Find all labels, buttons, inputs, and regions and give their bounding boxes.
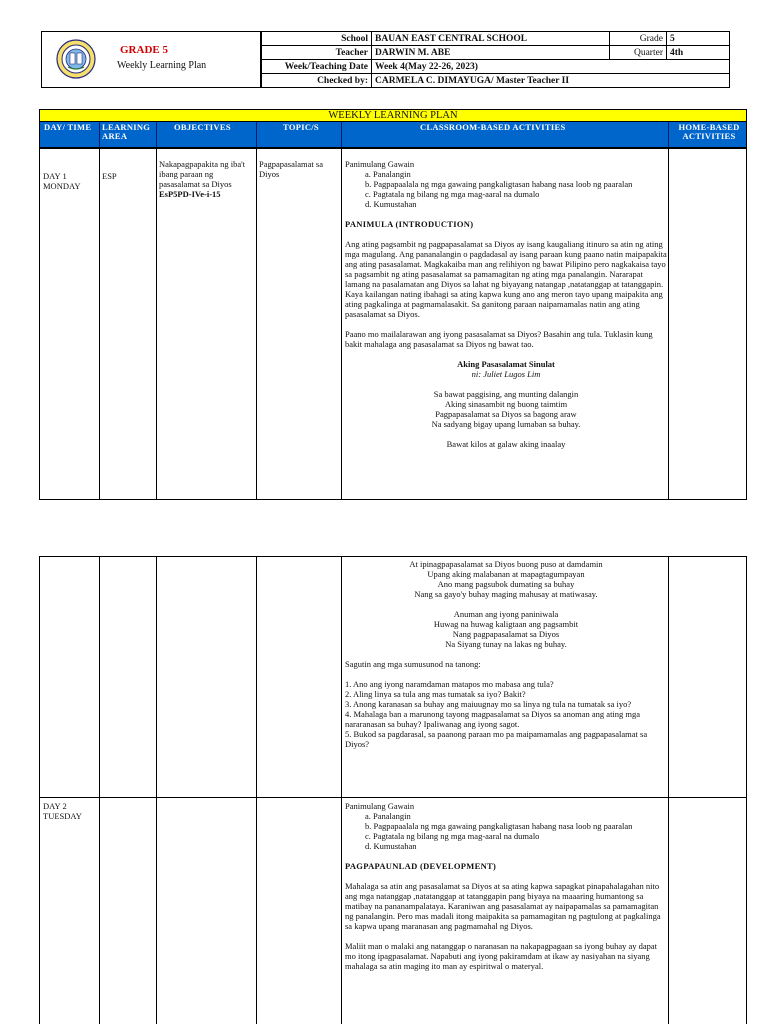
question-item: 3. Anong karanasan sa buhay ang maiuugnay mo sa linya ng tula na tumatak sa iyo? bbox=[345, 699, 632, 709]
day2-label: DAY 2 bbox=[43, 801, 67, 811]
school-value: BAUAN EAST CENTRAL SCHOOL bbox=[372, 32, 610, 46]
school-seal-icon bbox=[56, 39, 96, 79]
intro-item: b. Pagpapaalala ng mga gawaing pangkaligtasan habang nasa loob ng paaralan bbox=[365, 179, 633, 189]
grade-label: GRADE 5 bbox=[120, 44, 168, 56]
question-item: 5. Bukod sa pagdarasal, sa paanong paraan mo pa maipamamalas ang pagpapasalamat sa Diyos? bbox=[345, 729, 648, 749]
poem-line: Nang sa gayo'y buhay maging mahusay at matiwasay. bbox=[414, 589, 598, 599]
question-item: 4. Mahalaga ban a marunong tayong magpasalamat sa Diyos sa anoman ang ating mga nararanasan sa buhay? Ipaliwanag ang iyong sagot. bbox=[345, 709, 641, 729]
header-row-teacher bbox=[262, 46, 730, 60]
header-row-school bbox=[262, 32, 730, 46]
col-day-time: DAY/ TIME bbox=[44, 122, 92, 132]
col-classroom-activities: CLASSROOM-BASED ACTIVITIES bbox=[420, 122, 566, 132]
school-key: School bbox=[262, 32, 372, 46]
header-row-week bbox=[262, 60, 730, 74]
poem-line: Huwag na huwag kaligtaan ang pagsambit bbox=[433, 619, 579, 629]
questions-intro: Sagutin ang mga sumusunod na tanong: bbox=[345, 659, 481, 669]
intro-item: d. Kumustahan bbox=[365, 841, 417, 851]
grade-key: Grade bbox=[610, 32, 667, 46]
panimula-heading: PANIMULA (INTRODUCTION) bbox=[345, 219, 474, 229]
competency-code: EsP5PD-IVe-i-15 bbox=[159, 189, 221, 199]
plan-table-day1 bbox=[39, 148, 747, 500]
poem-line: Pagpapasalamat sa Diyos sa bagong araw bbox=[435, 409, 577, 419]
panimula-paragraph: Ang ating pagsambit ng pagpapasalamat sa Diyos ay isang kaugaliang itinuro sa atin ng ating mga magulang. Ang pananalangin o pagdadasal ay isang paraan kung paano natin maipapakita ang ating pasasalamat. Magkakaiba man ang relihiyon ng bawat Pilipino pero nagkakaisa tayo sa pagsambit ng ating pasasalamat sa pamamagitan ng ating mga panalangin. Nararapat lamang na pasalamatan ang Diyos sa lahat ng biyayang natangap ,natatanggap at tatanggapin. Kaya kailangan nating ibahagi sa ating kapwa kung ano ang meron tayo upang maipakita ang ating pagkalinga at pagmamalasakit. Sa ganitong paraan naipamamalas natin ang ating pasasalamat sa Diyos. bbox=[345, 239, 667, 319]
intro-item: a. Panalangin bbox=[365, 811, 411, 821]
classroom-activities-continued bbox=[345, 559, 667, 749]
grade-value: 5 bbox=[667, 32, 730, 46]
intro-item: a. Panalangin bbox=[365, 169, 411, 179]
col-objectives: OBJECTIVES bbox=[174, 122, 231, 132]
poem-line: Aking sinasambit ng buong taimtim bbox=[444, 399, 568, 409]
intro-item: c. Pagtatala ng bilang ng mga mag-aaral na dumalo bbox=[365, 189, 540, 199]
question-item: 1. Ano ang iyong naramdaman matapos mo mabasa ang tula? bbox=[345, 679, 554, 689]
checked-key: Checked by: bbox=[262, 74, 372, 88]
poem-line: Na sadyang bigay upang lumaban sa buhay. bbox=[431, 419, 581, 429]
column-header-bar bbox=[39, 122, 747, 148]
day2-weekday: TUESDAY bbox=[43, 811, 82, 821]
panimula-question: Paano mo mailalarawan ang iyong pasasalamat sa Diyos? Basahin ang tula. Tuklasin kung bakit mahalaga ang pasasalamat sa Diyos ng bawat tao. bbox=[345, 329, 653, 349]
header-info-table bbox=[261, 31, 730, 88]
question-item: 2. Aling linya sa tula ang mas tumatak sa iyo? Bakit? bbox=[345, 689, 526, 699]
plan-table-continued bbox=[39, 556, 747, 1024]
col-topics: TOPIC/S bbox=[283, 122, 319, 132]
header-row-checked bbox=[262, 74, 730, 88]
objective-text: Nakapagpapakita ng iba't ibang paraan ng pasasalamat sa Diyos bbox=[159, 159, 246, 189]
poem-line: Nang pagpapasalamat sa Diyos bbox=[452, 629, 560, 639]
poem-line: At ipinagpapasalamat sa Diyos buong puso at damdamin bbox=[409, 559, 603, 569]
development-heading: PAGPAPAUNLAD (DEVELOPMENT) bbox=[345, 861, 497, 871]
intro-item: b. Pagpapaalala ng mga gawaing pangkaligtasan habang nasa loob ng paaralan bbox=[365, 821, 633, 831]
teacher-value: DARWIN M. ABE bbox=[372, 46, 610, 60]
intro-item: d. Kumustahan bbox=[365, 199, 417, 209]
development-paragraph: Maliit man o malaki ang natanggap o naranasan na nakapagpagaan sa iyong buhay ay dapat mo itong ipagpasalamat. Napabuti ang iyong pakiramdam at ikaw ay nasiyahan na siyang mahalaga sa atin maging ito man ay espiritwal o materyal. bbox=[345, 941, 658, 971]
classroom-activities-day2 bbox=[345, 801, 667, 971]
topic-text: Pagpapasalamat sa Diyos bbox=[259, 159, 323, 179]
poem-title: Aking Pasasalamat Sinulat bbox=[457, 359, 555, 369]
intro-activity-title: Panimulang Gawain bbox=[345, 801, 415, 811]
checked-value: CARMELA C. DIMAYUGA/ Master Teacher II bbox=[372, 74, 730, 88]
week-value: Week 4(May 22-26, 2023) bbox=[372, 60, 730, 74]
quarter-value: 4th bbox=[667, 46, 730, 60]
development-paragraph: Mahalaga sa atin ang pasasalamat sa Diyos at sa ating kapwa sapagkat pinapahalagahan nito ang mga natanggap ,natatanggap at tatanggapin pang biyaya na maaaring humantong sa matibay na pananampalataya. Karaniwan ang pasasalamat ay naipapamalas sa pamamagitan ng panalangin. Pero mas madali itong maipakita sa pamamagitan ng pagtulong at pagkalinga sa kapwa upang maranasan ang pagmamahal ng Diyos. bbox=[345, 881, 661, 931]
poem-line: Upang aking malabanan at mapagtagumpayan bbox=[427, 569, 585, 579]
school-header-box bbox=[41, 31, 261, 88]
poem-line: Na Siyang tunay na lakas ng buhay. bbox=[445, 639, 567, 649]
col-learning-area: LEARNING AREA bbox=[102, 122, 151, 141]
teacher-key: Teacher bbox=[262, 46, 372, 60]
poem-author: ni: Juliet Lugos Lim bbox=[471, 369, 541, 379]
plan-title: WEEKLY LEARNING PLAN bbox=[39, 109, 747, 122]
intro-activity-title: Panimulang Gawain bbox=[345, 159, 415, 169]
quarter-key: Quarter bbox=[610, 46, 667, 60]
poem-line: Ano mang pagsubok dumating sa buhay bbox=[437, 579, 575, 589]
plan-label: Weekly Learning Plan bbox=[117, 60, 207, 71]
day1-label: DAY 1 bbox=[43, 171, 67, 181]
col-home-activities: HOME-BASED ACTIVITIES bbox=[678, 122, 740, 141]
learning-area: ESP bbox=[102, 171, 117, 181]
poem-line: Anuman ang iyong paniniwala bbox=[453, 609, 559, 619]
intro-item: c. Pagtatala ng bilang ng mga mag-aaral na dumalo bbox=[365, 831, 540, 841]
classroom-activities-day1 bbox=[345, 159, 667, 449]
day1-weekday: MONDAY bbox=[43, 181, 81, 191]
poem-line: Sa bawat paggising, ang munting dalangin bbox=[433, 389, 579, 399]
poem-line: Bawat kilos at galaw aking inaalay bbox=[446, 439, 566, 449]
week-key: Week/Teaching Date bbox=[262, 60, 372, 74]
